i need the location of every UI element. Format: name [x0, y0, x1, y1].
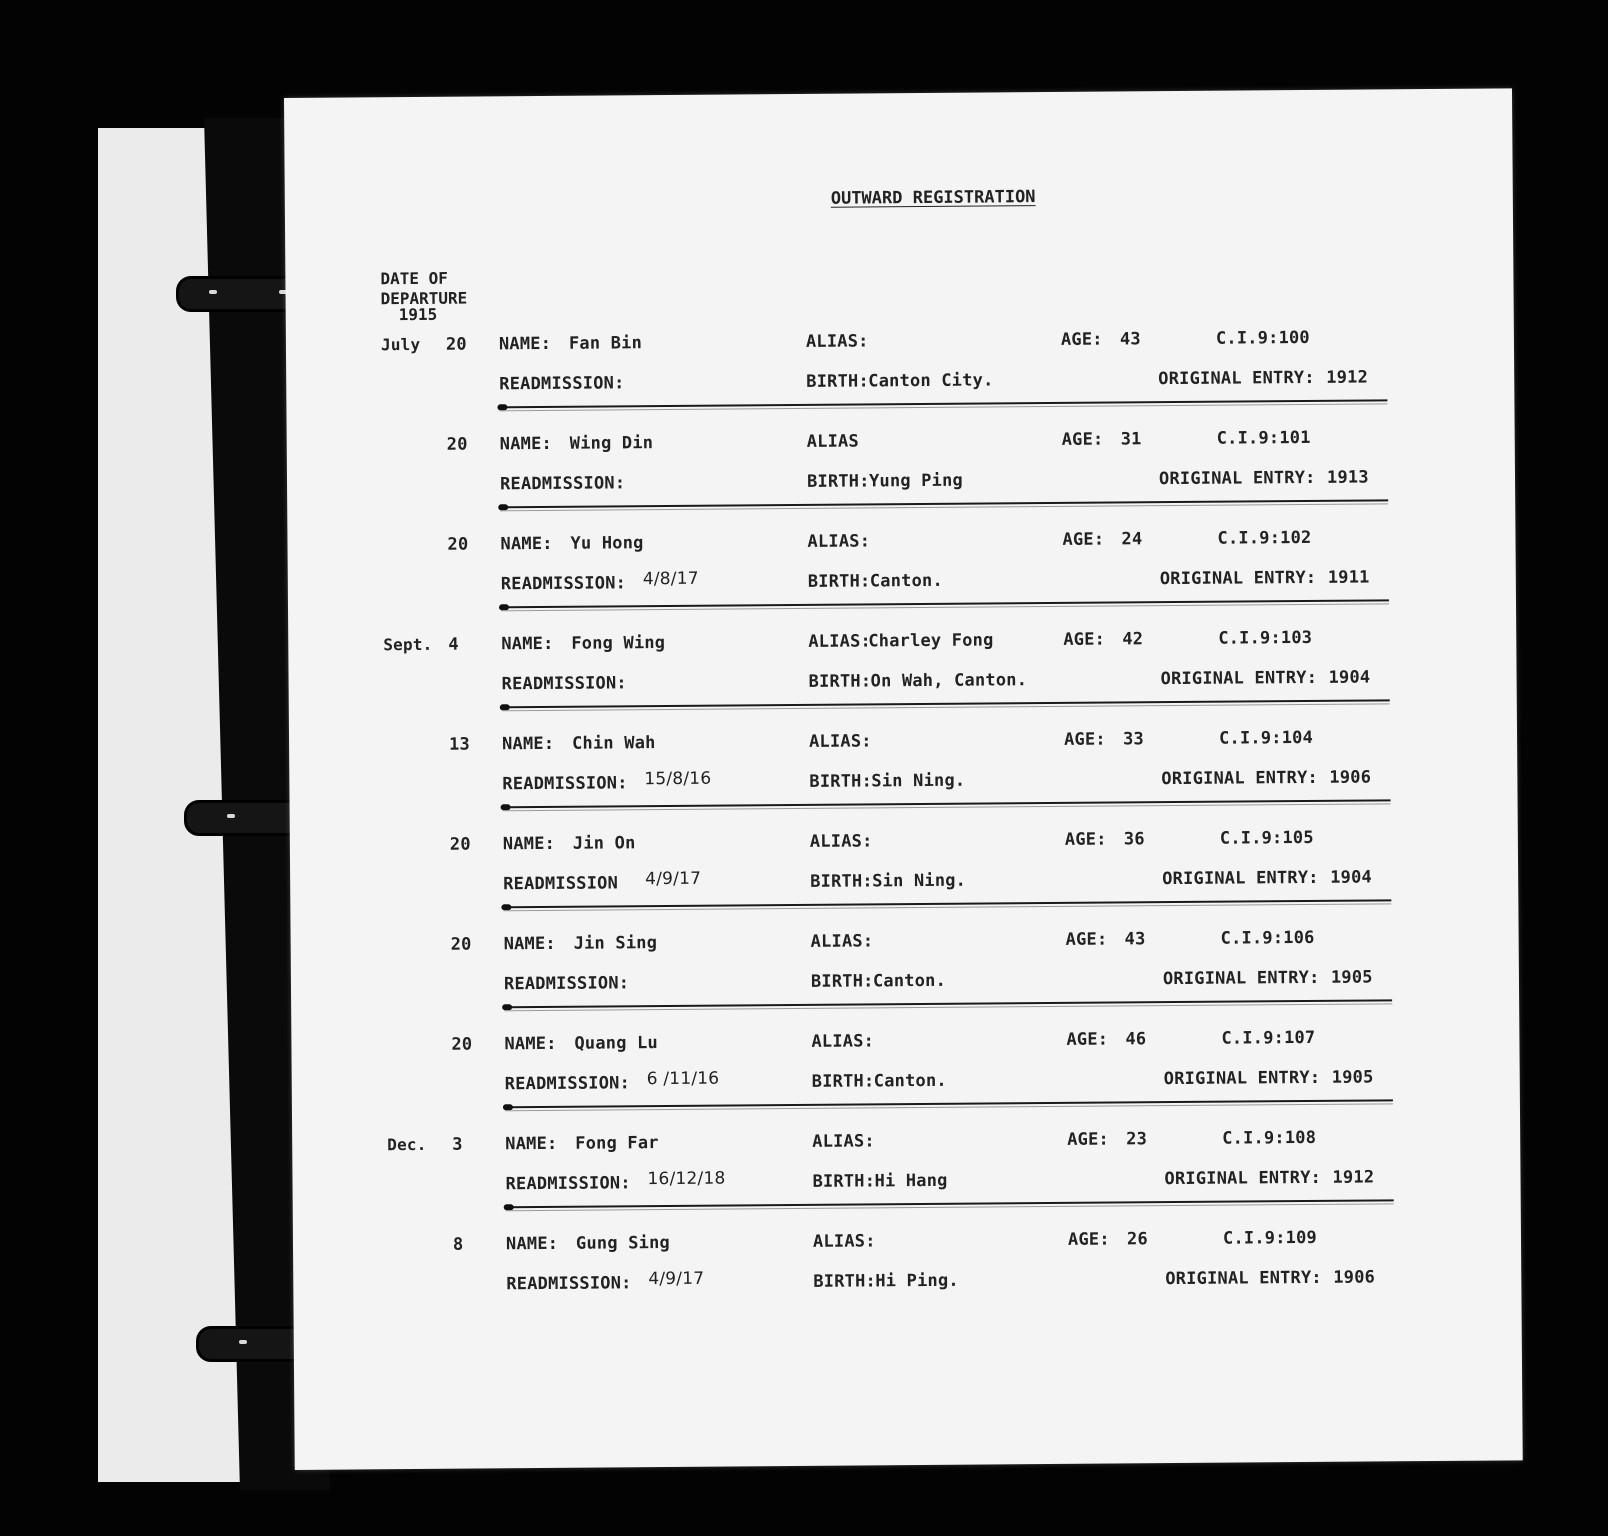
record-original-entry: 1906: [1329, 767, 1372, 788]
record-age: 46: [1125, 1029, 1147, 1050]
date-of-departure-header: [380, 269, 467, 326]
record-birth: Yung Ping: [868, 470, 964, 492]
readmission-label: READMISSION:: [503, 973, 630, 995]
page-title: OUTWARD REGISTRATION: [830, 187, 1036, 209]
original-entry-label: ORIGINAL ENTRY:: [1160, 667, 1318, 690]
record-original-entry: 1905: [1331, 1067, 1374, 1088]
record-row: [291, 918, 1520, 1028]
record-original-entry: 1912: [1332, 1167, 1375, 1188]
record-birth: Canton.: [869, 570, 943, 592]
birth-label: BIRTH:: [808, 671, 872, 692]
readmission-label: READMISSION:: [502, 773, 628, 795]
original-entry-label: ORIGINAL ENTRY:: [1162, 967, 1320, 990]
alias-label: ALIAS:: [805, 331, 869, 352]
record-age: 23: [1126, 1129, 1148, 1150]
record-name: Jin On: [572, 833, 636, 854]
alias-label: ALIAS:: [808, 731, 872, 752]
record-row: [292, 1118, 1521, 1228]
record-divider: [505, 1099, 1393, 1108]
date-header-line1: DATE OF: [380, 268, 448, 289]
record-name: Gung Sing: [575, 1233, 671, 1254]
record-readmission: 6 /11/16: [646, 1068, 720, 1090]
record-day: 3: [452, 1134, 463, 1155]
record-day: 20: [445, 334, 467, 355]
name-label: NAME:: [505, 1233, 559, 1255]
record-day: 20: [451, 1034, 473, 1055]
record-ci-number: C.I.9:108: [1222, 1127, 1317, 1149]
record-readmission: 4/8/17: [642, 568, 699, 590]
record-ci-number: C.I.9:105: [1219, 827, 1314, 849]
record-birth: Sin Ning.: [871, 770, 966, 792]
birth-label: BIRTH:: [813, 1271, 877, 1292]
age-label: AGE:: [1064, 829, 1107, 850]
age-label: AGE:: [1067, 1229, 1110, 1250]
record-divider: [502, 699, 1390, 708]
record-age: 31: [1120, 429, 1142, 450]
date-header-year: 1915: [398, 304, 438, 325]
record-ci-number: C.I.9:103: [1218, 627, 1313, 649]
record-birth: Canton City.: [868, 370, 994, 392]
age-label: AGE:: [1060, 329, 1103, 350]
record-divider: [499, 399, 1387, 408]
original-entry-label: ORIGINAL ENTRY:: [1165, 1267, 1322, 1290]
original-entry-label: ORIGINAL ENTRY:: [1163, 1067, 1321, 1090]
readmission-label: READMISSION:: [499, 373, 625, 395]
record-ci-number: C.I.9:109: [1222, 1227, 1317, 1249]
original-entry-label: ORIGINAL ENTRY:: [1162, 867, 1319, 890]
record-birth: Hi Hang: [874, 1170, 948, 1192]
age-label: AGE:: [1065, 929, 1108, 950]
name-label: NAME:: [499, 433, 552, 455]
original-entry-label: ORIGINAL ENTRY:: [1158, 467, 1316, 490]
record-birth: Sin Ning.: [872, 870, 967, 892]
record-age: 42: [1122, 629, 1144, 650]
record-age: 43: [1124, 929, 1146, 950]
record-row: [291, 1018, 1520, 1128]
record-name: Chin Wah: [572, 733, 656, 754]
alias-label: ALIAS:: [812, 1231, 876, 1252]
record-name: Jin Sing: [573, 933, 658, 954]
record-name: Wing Din: [569, 433, 654, 454]
record-day: 4: [448, 634, 459, 655]
record-ci-number: C.I.9:106: [1220, 927, 1315, 949]
record-age: 33: [1122, 729, 1145, 750]
record-name: Yu Hong: [570, 533, 644, 554]
readmission-label: READMISSION:: [504, 1073, 631, 1095]
birth-label: BIRTH:: [806, 471, 870, 492]
record-row: [293, 1218, 1522, 1328]
name-label: NAME:: [503, 933, 556, 955]
alias-label: ALIAS:: [807, 531, 871, 552]
age-label: AGE:: [1061, 429, 1104, 450]
record-month: July: [380, 334, 421, 355]
readmission-label: READMISSION:: [506, 1273, 632, 1295]
name-label: NAME:: [502, 733, 555, 755]
record-readmission: 16/12/18: [647, 1168, 726, 1190]
record-ci-number: C.I.9:107: [1221, 1027, 1316, 1049]
name-label: NAME:: [502, 833, 556, 855]
readmission-label: READMISSION:: [499, 473, 626, 495]
age-label: AGE:: [1063, 629, 1106, 650]
record-row: [287, 418, 1516, 528]
original-entry-label: ORIGINAL ENTRY:: [1158, 367, 1315, 390]
record-name: Quang Lu: [574, 1033, 658, 1054]
age-label: AGE:: [1067, 1129, 1110, 1150]
record-divider: [506, 1199, 1394, 1208]
record-age: 36: [1123, 829, 1145, 850]
record-original-entry: 1912: [1326, 367, 1369, 388]
alias-label: ALIAS:: [808, 631, 871, 652]
birth-label: BIRTH:: [809, 771, 873, 792]
record-day: 20: [450, 934, 472, 955]
record-original-entry: 1911: [1327, 567, 1370, 588]
record-divider: [500, 499, 1388, 508]
record-age: 24: [1121, 529, 1143, 550]
record-row: [290, 818, 1519, 928]
record-birth: Canton.: [872, 970, 947, 992]
record-row: [289, 718, 1518, 828]
alias-label: ALIAS: [806, 431, 859, 452]
name-label: NAME:: [504, 1033, 557, 1055]
record-month: Dec.: [387, 1134, 427, 1155]
record-birth: Canton.: [873, 1070, 947, 1092]
record-day: 20: [446, 434, 468, 455]
record-readmission: 4/9/17: [648, 1268, 705, 1290]
record-original-entry: 1904: [1328, 667, 1371, 688]
birth-label: BIRTH:: [806, 371, 869, 392]
original-entry-label: ORIGINAL ENTRY:: [1161, 767, 1318, 790]
record-ci-number: C.I.9:101: [1216, 427, 1311, 449]
age-label: AGE:: [1062, 529, 1105, 550]
name-label: NAME:: [505, 1133, 558, 1155]
alias-label: ALIAS:: [811, 1031, 875, 1052]
record-original-entry: 1906: [1333, 1267, 1376, 1288]
birth-label: BIRTH:: [807, 571, 871, 592]
age-label: AGE:: [1063, 729, 1106, 750]
record-readmission: 15/8/16: [644, 768, 712, 790]
original-entry-label: ORIGINAL ENTRY:: [1164, 1167, 1322, 1190]
record-month: Sept.: [383, 634, 433, 655]
record-row: [288, 618, 1517, 728]
name-label: NAME:: [500, 533, 553, 555]
alias-label: ALIAS:: [810, 931, 874, 952]
record-day: 20: [449, 834, 471, 855]
record-divider: [503, 899, 1391, 908]
record-day: 13: [449, 734, 471, 755]
record-ci-number: C.I.9:100: [1215, 327, 1310, 349]
name-label: NAME:: [498, 333, 552, 355]
record-ci-number: C.I.9:102: [1217, 527, 1312, 549]
registration-page: [284, 88, 1523, 1470]
alias-label: ALIAS:: [812, 1131, 875, 1152]
record-original-entry: 1904: [1330, 867, 1372, 888]
record-original-entry: 1913: [1326, 467, 1369, 488]
record-day: 8: [452, 1234, 464, 1255]
record-row: [286, 318, 1515, 428]
record-birth: On Wah, Canton.: [870, 670, 1028, 692]
record-original-entry: 1905: [1330, 967, 1373, 988]
birth-label: BIRTH:: [812, 1171, 876, 1192]
original-entry-label: ORIGINAL ENTRY:: [1159, 567, 1317, 590]
birth-label: BIRTH:: [810, 971, 874, 992]
age-label: AGE:: [1066, 1029, 1109, 1050]
record-name: Fong Wing: [571, 633, 666, 654]
record-birth: Hi Ping.: [875, 1270, 959, 1292]
record-divider: [501, 599, 1389, 608]
birth-label: BIRTH:: [811, 1071, 875, 1092]
record-row: [287, 518, 1516, 628]
alias-label: ALIAS:: [809, 831, 873, 852]
readmission-label: READMISSION: [503, 873, 619, 895]
record-age: 26: [1126, 1229, 1148, 1250]
record-day: 20: [447, 534, 469, 555]
record-divider: [503, 799, 1391, 808]
readmission-label: READMISSION:: [501, 673, 627, 695]
record-readmission: 4/9/17: [645, 868, 702, 890]
record-divider: [504, 999, 1392, 1008]
readmission-label: READMISSION:: [505, 1173, 631, 1195]
record-ci-number: C.I.9:104: [1218, 727, 1314, 749]
record-age: 43: [1119, 329, 1141, 350]
readmission-label: READMISSION:: [500, 573, 627, 595]
name-label: NAME:: [501, 633, 554, 655]
record-alias: Charley Fong: [868, 630, 994, 652]
date-header-line2: DEPARTURE: [380, 288, 468, 309]
record-name: Fan Bin: [568, 333, 643, 354]
record-name: Fong Far: [575, 1133, 659, 1154]
birth-label: BIRTH:: [810, 871, 873, 892]
